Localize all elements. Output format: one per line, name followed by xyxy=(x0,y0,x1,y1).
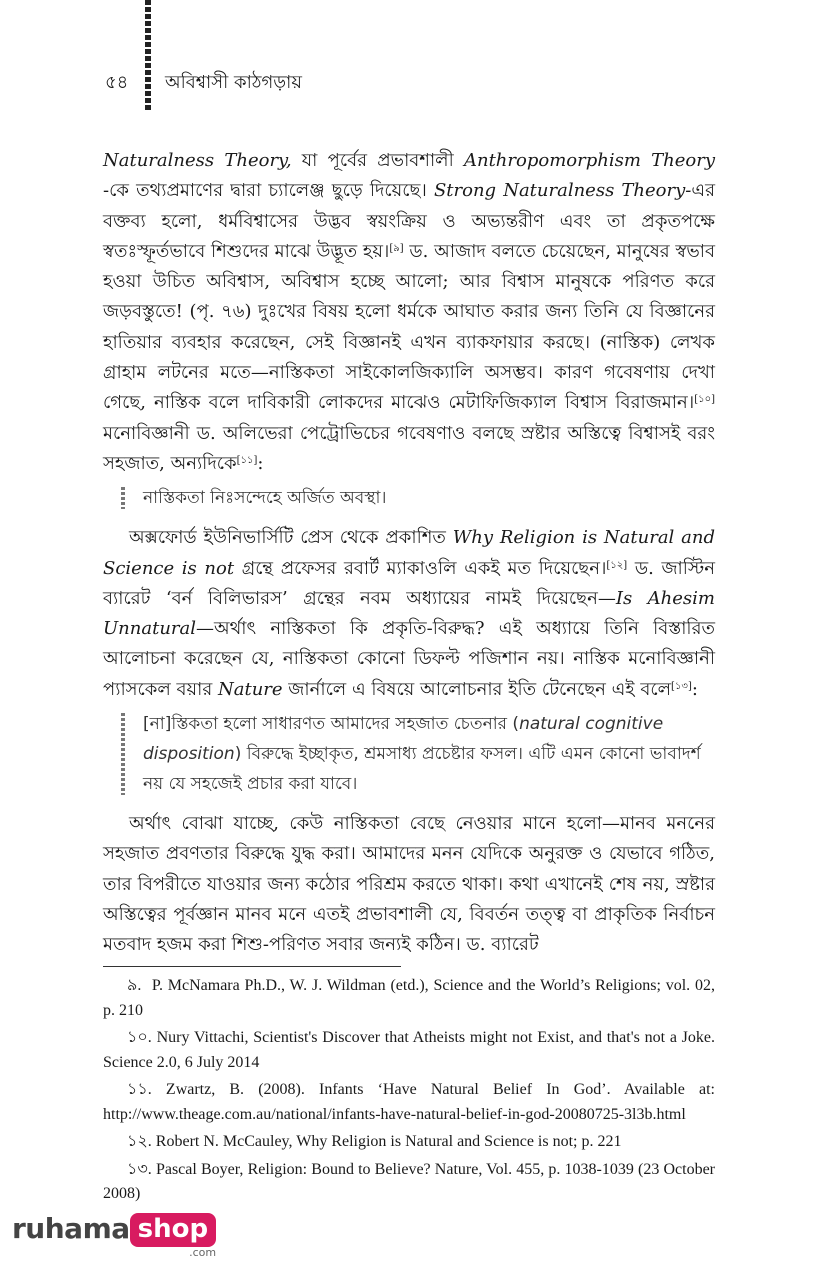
logo-shop-badge: shop xyxy=(130,1213,216,1247)
paragraph-1: Naturalness Theory, যা পূর্বের প্রভাবশালী Anthropomorphism Theory -কে তথ্যপ্রমাণের দ্বারা চ্যালেঞ্জ ছুড়ে দিয়েছে। Strong Naturalness Theory-এর বক্তব্য হলো, ধর্মবিশ্বাসের উদ্ভব স্বয়ংক্রিয় ও অভ্যন্তরীণ এবং তা প্রকৃতপক্ষে স্বতঃস্ফূর্তভাবে শিশুদের মাঝে উদ্ভূত হয়।[৯] ড. আজাদ বলতে চেয়েছেন, মানুষের স্বভাব হওয়া উচিত অবিশ্বাস, অবিশ্বাস হচ্ছে আলো; আর বিশ্বাস মানুষকে পরিণত করে জড়বস্তুতে! (পৃ. ৭৬) দুঃখের বিষয় হলো ধর্মকে আঘাত করার জন্য তিনি যে বিজ্ঞানের হাতিয়ার ব্যবহার করেছেন, সেই বিজ্ঞানই এখন ব্যাকফায়ার করছে। (নাস্তিক) লেখক গ্রাহাম লটনের মতে—নাস্তিকতা সাইকোলজিক্যালি অসম্ভব। কারণ গবেষণায় দেখা গেছে, নাস্তিক বলে দাবিকারী লোকদের মাঝেও মেটাফিজিক্যাল বিশ্বাস বিরাজমান।[১০] মনোবিজ্ঞানী ড. অলিভেরা পেট্রোভিচের গবেষণাও বলছে স্রষ্টার অস্তিত্বে বিশ্বাসই বরং সহজাত, অন্যদিকে[১১]: xyxy=(103,150,716,474)
footnote-ref-11[interactable]: [১১] xyxy=(236,454,258,466)
footnote-ref-13[interactable]: [১৩] xyxy=(671,680,692,692)
block-quote-2: [না]স্তিকতা হলো সাধারণত আমাদের সহজাত চেতনার (natural cognitive disposition) বিরুদ্ধে ইচ্ছাকৃত, শ্রমসাধ্য প্রচেষ্টার ফসল। এটি এমন কোনো ভাবাদর্শ নয় যে সহজেই প্রচার করা যাবে। xyxy=(103,709,715,799)
paragraph-2: অক্সফোর্ড ইউনিভার্সিটি প্রেস থেকে প্রকাশিত Why Religion is Natural and Science is not গ্রন্থে প্রফেসর রবার্ট ম্যাকাওলি একই মত দিয়েছেন।[১২] ড. জাস্টিন ব্যারেট ‘বর্ন বিলিভারস’ গ্রন্থের নবম অধ্যায়ের নামই দিয়েছেন—Is Ahesim Unnatural—অর্থাৎ নাস্তিকতা কি প্রকৃতি-বিরুদ্ধ? এই অধ্যায়ে তিনি বিস্তারিত আলোচনা করেছেন যে, নাস্তিকতা কোনো ডিফল্ট পজিশান নয়। নাস্তিক মনোবিজ্ঞানী প্যাসকেল বয়ার Nature জার্নালে এ বিষয়ে আলোচনার ইতি টেনেছেন এই বলে[১৩]: xyxy=(103,527,715,700)
block-quote-1: নাস্তিকতা নিঃসন্দেহে অর্জিত অবস্থা। xyxy=(103,483,715,513)
footnote-12: ১২. Robert N. McCauley, Why Religion is Natural and Science is not; p. 221 xyxy=(127,1133,622,1150)
footnote-ref-12[interactable]: [১২] xyxy=(606,559,628,571)
running-header xyxy=(105,68,302,98)
logo-ruhama-text: ruhama xyxy=(12,1212,130,1245)
footnotes xyxy=(103,974,715,1210)
footnote-13: ১৩. Pascal Boyer, Religion: Bound to Believe? Nature, Vol. 455, p. 1038-1039 (23 October 2008) xyxy=(103,1160,716,1202)
footnote-11: ১১. Zwartz, B. (2008). Infants ‘Have Natural Belief In God’. Available at: http://www.theage.com.au/national/infants-have-natural-belief-in-god-20080725-3l3b.html xyxy=(103,1081,716,1123)
paragraph-3: অর্থাৎ বোঝা যাচ্ছে, কেউ নাস্তিকতা বেছে নেওয়ার মানে হলো—মানব মননের সহজাত প্রবণতার বিরুদ্ধে যুদ্ধ করা। আমাদের মনন যেদিকে অনুরক্ত ও যেভাবে গঠিত, তার বিপরীতে যাওয়ার জন্য কঠোর পরিশ্রম করতে থাকা। কথা এখানেই শেষ নয়, স্রষ্টার অস্তিত্বের পূর্বজ্ঞান মানব মনে এতই প্রভাবশালী যে, বিবর্তন তত্ত্ব বা প্রাকৃতিক নির্বাচন মতবাদ হজম করা শিশু-পরিণত সবার জন্যই কঠিন। ড. ব্যারেট xyxy=(103,813,715,956)
footnote-9: ৯. P. McNamara Ph.D., W. J. Wildman (etd.), Science and the World’s Religions; vol. 02, p. 210 xyxy=(103,977,716,1019)
footnote-10: ১০. Nury Vittachi, Scientist's Discover that Atheists might not Exist, and that's not a Joke. Science 2.0, 6 July 2014 xyxy=(103,1029,716,1071)
header-divider xyxy=(145,0,151,112)
logo-com-text: .com xyxy=(189,1246,217,1259)
footnote-ref-10[interactable]: [১০] xyxy=(694,394,715,406)
main-text xyxy=(103,146,715,961)
running-title: অবিশ্বাসী কাঠগড়ায় xyxy=(165,71,302,93)
page-number: ৫৪ xyxy=(105,71,129,93)
ruhamashop-logo xyxy=(12,1212,216,1259)
footnote-divider xyxy=(103,966,401,967)
footnote-ref-9[interactable]: [৯] xyxy=(389,242,404,254)
